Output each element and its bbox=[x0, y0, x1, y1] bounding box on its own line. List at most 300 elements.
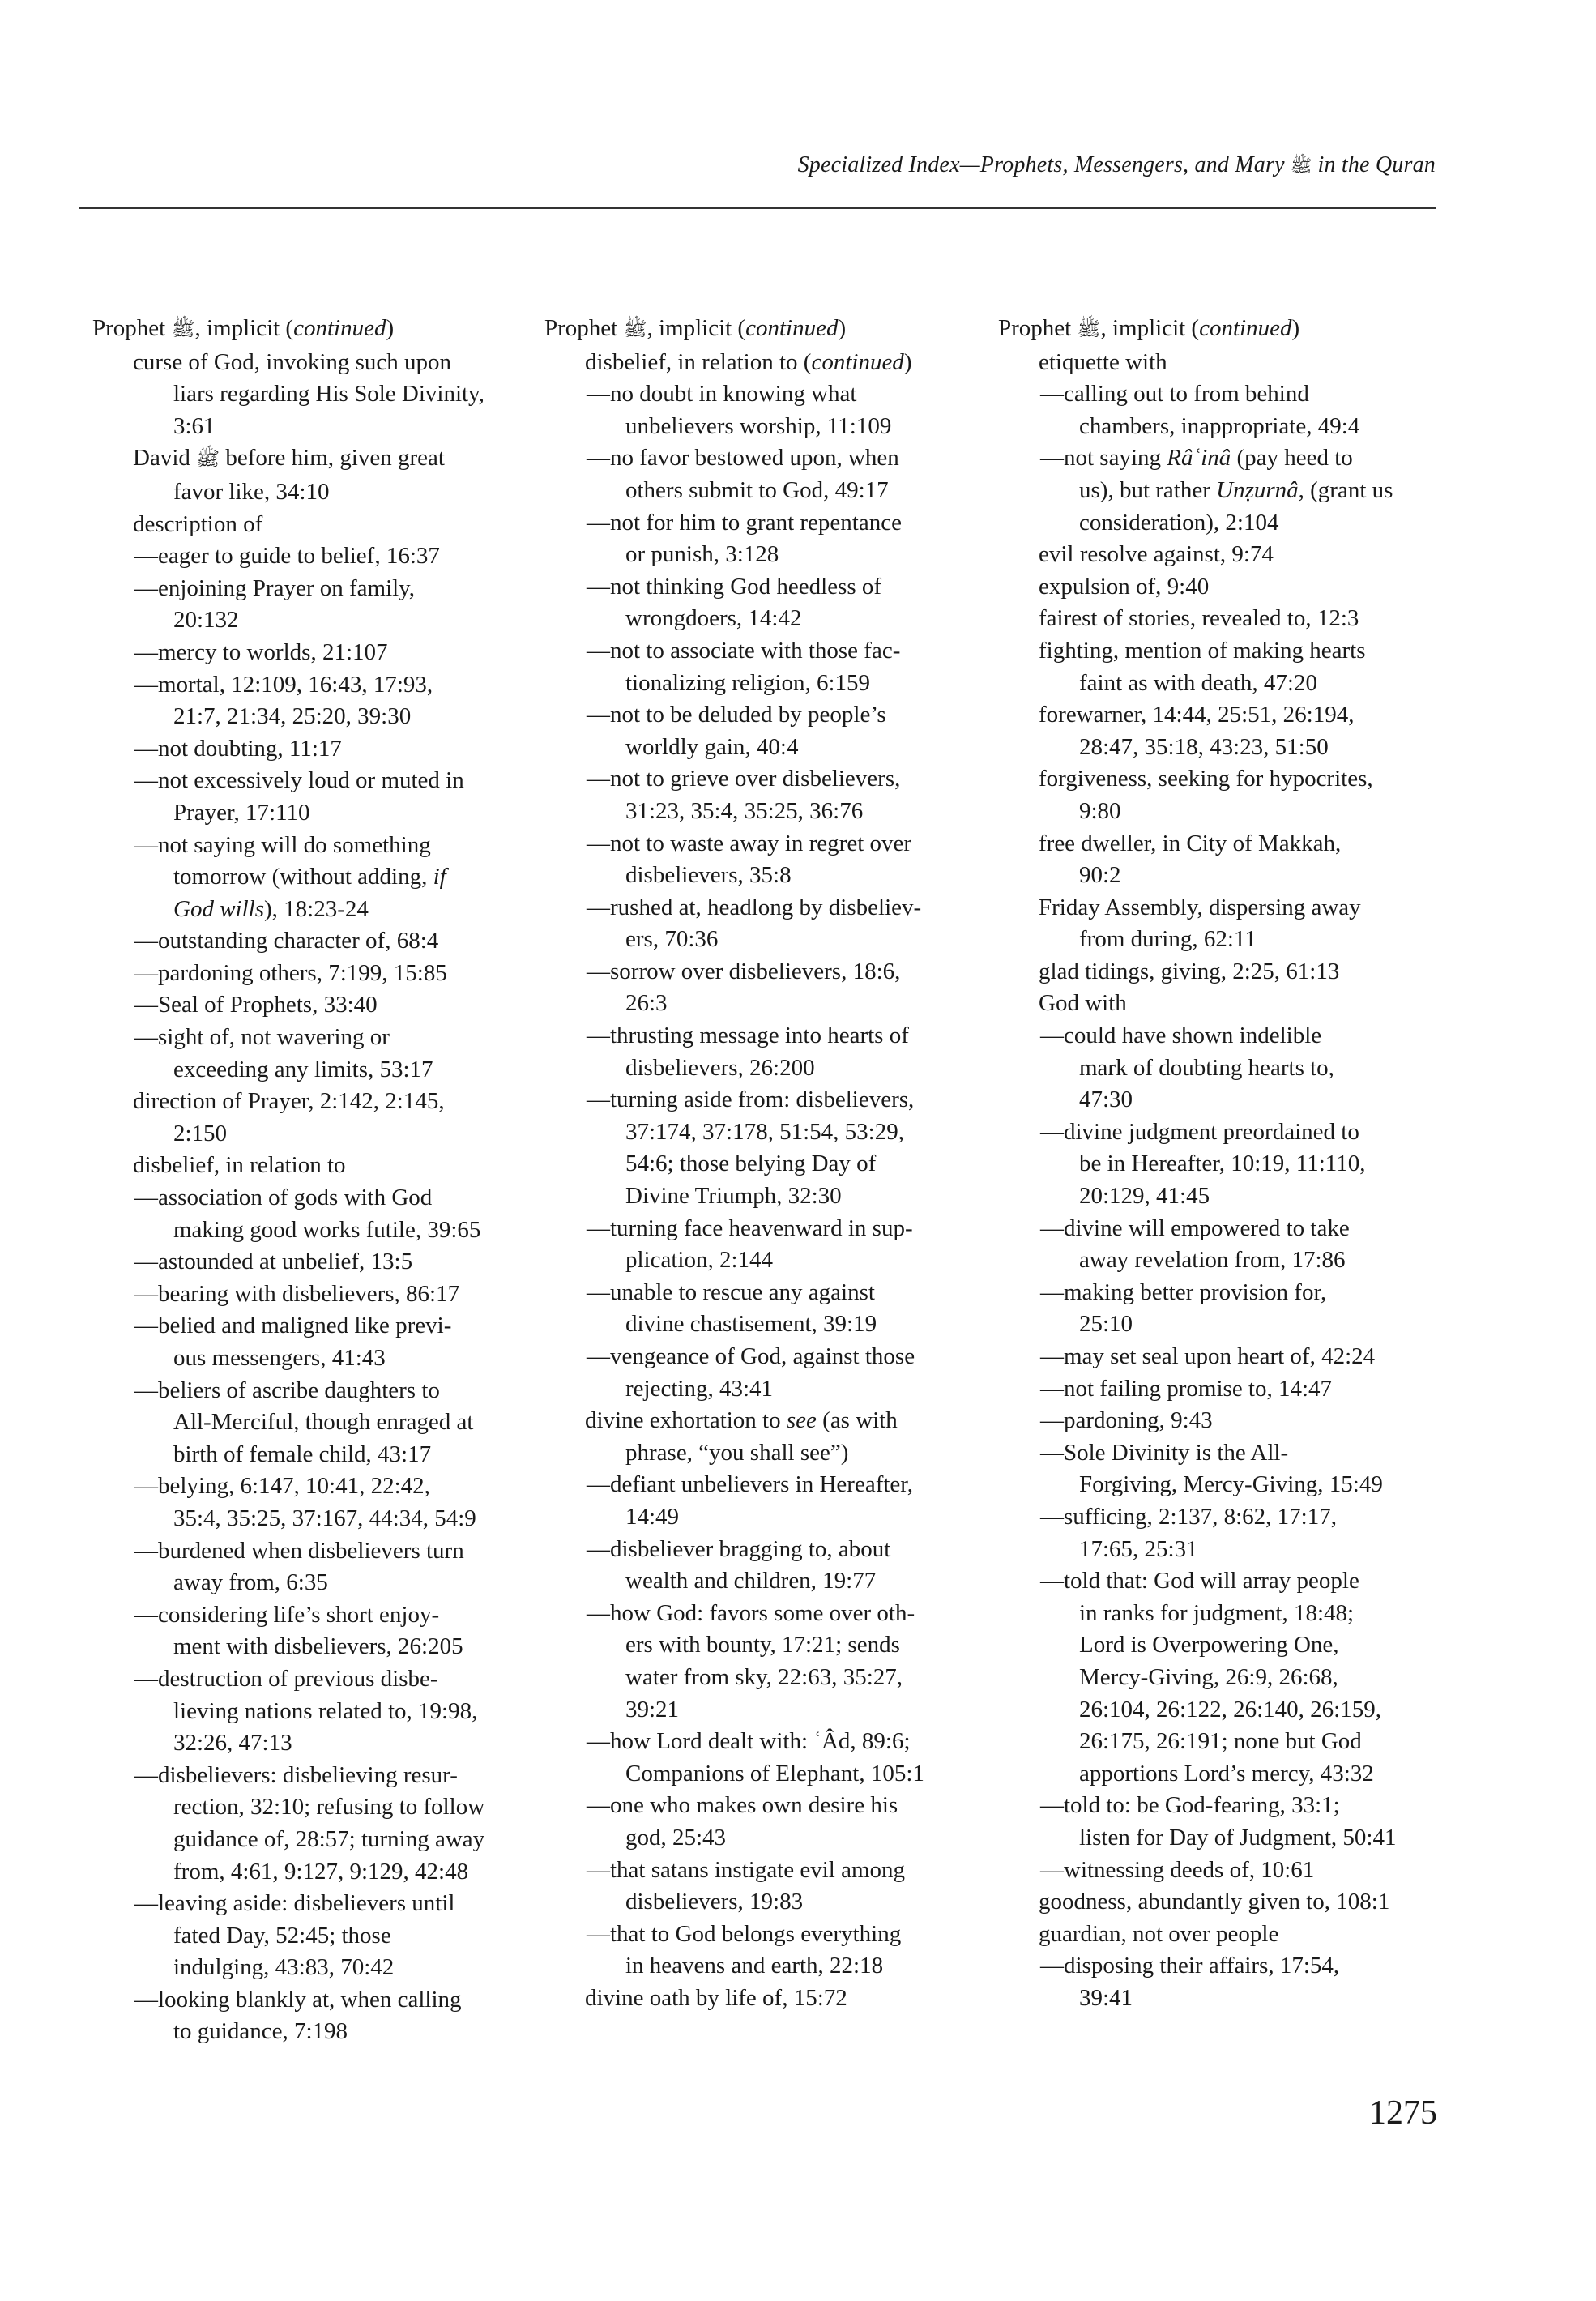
index-entry-line bbox=[92, 1343, 530, 1375]
index-entry-line bbox=[544, 571, 982, 604]
entry-text: —not doubting, 11:17 bbox=[134, 735, 342, 762]
index-entry-line bbox=[544, 796, 982, 828]
entry-text: —turning face heavenward in sup- bbox=[587, 1215, 913, 1241]
entry-text: disbelievers, 35:8 bbox=[625, 862, 792, 889]
entry-text: favor like, 34:10 bbox=[173, 478, 330, 505]
index-entry-line bbox=[998, 892, 1436, 924]
entry-text: —divine will empowered to take bbox=[1040, 1215, 1350, 1241]
entry-text: 14:49 bbox=[625, 1503, 680, 1530]
index-entry-line bbox=[544, 1084, 982, 1116]
entry-text: —eager to guide to belief, 16:37 bbox=[134, 543, 440, 570]
entry-text: disbelief, in relation to bbox=[133, 1152, 346, 1179]
index-entry-line bbox=[92, 476, 530, 509]
index-entry-line bbox=[92, 1118, 530, 1150]
entry-text: 32:26, 47:13 bbox=[173, 1730, 292, 1757]
index-entry-line bbox=[544, 892, 982, 924]
index-entry-line bbox=[92, 733, 530, 766]
index-entry-line bbox=[92, 1984, 530, 2017]
index-entry-line bbox=[544, 1148, 982, 1180]
entry-text: —rushed at, headlong by disbeliev- bbox=[587, 894, 922, 920]
entry-text: —told that: God will array people bbox=[1040, 1568, 1359, 1594]
index-entry-line bbox=[544, 1886, 982, 1919]
index-entry-line bbox=[998, 635, 1436, 668]
entry-text: ) bbox=[838, 315, 847, 341]
entry-text: god, 25:43 bbox=[625, 1824, 727, 1851]
honorific-glyph: ﷺ bbox=[171, 319, 195, 340]
index-entry-line bbox=[998, 1052, 1436, 1085]
index-entry-line bbox=[92, 1856, 530, 1889]
index-entry-line bbox=[544, 1919, 982, 1951]
entry-text: Divine Triumph, 32:30 bbox=[625, 1183, 842, 1210]
entry-text: liars regarding His Sole Divinity, bbox=[173, 381, 484, 408]
entry-text: mark of doubting hearts to, bbox=[1079, 1054, 1334, 1081]
entry-text: from, 4:61, 9:127, 9:129, 42:48 bbox=[173, 1858, 469, 1885]
entry-text: wealth and children, 19:77 bbox=[625, 1568, 877, 1594]
entry-text: curse of God, invoking such upon bbox=[133, 348, 452, 375]
index-entry-line bbox=[92, 797, 530, 830]
index-entry-line bbox=[998, 763, 1436, 796]
entry-text: guardian, not over people bbox=[1039, 1920, 1279, 1947]
entry-text: ous messengers, 41:43 bbox=[173, 1345, 386, 1371]
entry-text: Prayer, 17:110 bbox=[173, 799, 310, 826]
entry-text: —enjoining Prayer on family, bbox=[134, 574, 416, 601]
entry-text: —sight of, not wavering or bbox=[134, 1024, 390, 1051]
entry-text: —no favor bestowed upon, when bbox=[587, 445, 899, 472]
entry-text: Companions of Elephant, 105:1 bbox=[625, 1760, 924, 1787]
index-entry-line bbox=[92, 1407, 530, 1439]
entry-text: rejecting, 43:41 bbox=[625, 1375, 774, 1402]
entry-text: divine exhortation to bbox=[585, 1407, 787, 1434]
index-entry-line bbox=[544, 1213, 982, 1245]
index-entry-line bbox=[998, 1437, 1436, 1470]
index-entry-line bbox=[998, 1855, 1436, 1887]
index-entry-line bbox=[544, 1308, 982, 1341]
index-entry-line bbox=[998, 1822, 1436, 1855]
index-entry-line bbox=[92, 1086, 530, 1118]
index-entry-line bbox=[92, 1920, 530, 1953]
index-entry-line bbox=[92, 637, 530, 669]
index-entry-line bbox=[544, 1598, 982, 1630]
index-entry-line bbox=[544, 1469, 982, 1501]
entry-text: 21:7, 21:34, 25:20, 39:30 bbox=[173, 703, 412, 730]
index-entry-line bbox=[998, 475, 1436, 507]
index-entry-line bbox=[998, 796, 1436, 828]
honorific-glyph: ﷺ bbox=[623, 319, 647, 340]
entry-text: indulging, 43:83, 70:42 bbox=[173, 1954, 395, 1981]
index-entry-line bbox=[544, 1694, 982, 1727]
index-entry-line bbox=[92, 1535, 530, 1568]
entry-text: —not saying will do something bbox=[134, 831, 431, 858]
entry-text: fairest of stories, revealed to, 12:3 bbox=[1039, 605, 1359, 632]
index-entry-line bbox=[544, 1822, 982, 1855]
index-entry-line bbox=[998, 828, 1436, 860]
index-entry-line bbox=[92, 1599, 530, 1632]
entry-italic-text: God wills bbox=[173, 895, 264, 922]
entry-text: —how God: favors some over oth- bbox=[587, 1599, 915, 1626]
entry-text: —turning aside from: disbelievers, bbox=[587, 1086, 915, 1113]
entry-text: from during, 62:11 bbox=[1079, 926, 1257, 953]
index-entry-line bbox=[998, 1534, 1436, 1566]
index-entry-line bbox=[998, 1020, 1436, 1052]
entry-text: tionalizing religion, 6:159 bbox=[625, 669, 871, 696]
index-entry-line bbox=[92, 925, 530, 958]
entry-text: —mortal, 12:109, 16:43, 17:93, bbox=[134, 671, 433, 698]
index-entry-line bbox=[998, 539, 1436, 571]
index-entry-line bbox=[544, 956, 982, 988]
entry-text: —belying, 6:147, 10:41, 22:42, bbox=[134, 1473, 430, 1500]
index-entry-line bbox=[544, 1341, 982, 1373]
index-entry-line bbox=[544, 1662, 982, 1694]
entry-text: —sorrow over disbelievers, 18:6, bbox=[587, 958, 901, 984]
index-entry-line bbox=[92, 411, 530, 443]
entry-text: —beliers of ascribe daughters to bbox=[134, 1377, 440, 1403]
index-entry-line bbox=[544, 988, 982, 1020]
index-entry-line bbox=[92, 509, 530, 541]
index-column-3 bbox=[998, 313, 1436, 2014]
entry-text: —bearing with disbelievers, 86:17 bbox=[134, 1280, 460, 1307]
entry-text: 28:47, 35:18, 43:23, 51:50 bbox=[1079, 733, 1329, 760]
entry-text: apportions Lord’s mercy, 43:32 bbox=[1079, 1760, 1374, 1787]
entry-text: disbelief, in relation to ( bbox=[585, 348, 812, 375]
index-entry-line bbox=[544, 1790, 982, 1822]
entry-text: Lord is Overpowering One, bbox=[1079, 1632, 1339, 1659]
index-entry-line bbox=[544, 603, 982, 635]
entry-italic-text: continued bbox=[811, 348, 904, 375]
index-entry-line bbox=[998, 1277, 1436, 1309]
index-column-2 bbox=[544, 313, 982, 2014]
index-entry-line bbox=[92, 2016, 530, 2048]
entry-text: ers with bounty, 17:21; sends bbox=[625, 1632, 900, 1659]
index-entry-line bbox=[544, 411, 982, 443]
entry-text: disbelievers, 26:200 bbox=[625, 1054, 815, 1081]
index-entry-line bbox=[92, 1791, 530, 1824]
index-entry-line bbox=[544, 1565, 982, 1598]
index-entry-line bbox=[998, 1244, 1436, 1277]
honorific-glyph: ﷺ bbox=[1290, 156, 1312, 176]
index-entry-line bbox=[92, 604, 530, 637]
index-entry-line bbox=[998, 1116, 1436, 1149]
index-entry-line bbox=[92, 1054, 530, 1086]
entry-text: —not saying bbox=[1040, 445, 1167, 472]
index-entry-line bbox=[998, 347, 1436, 379]
index-entry-line bbox=[998, 1405, 1436, 1437]
entry-text: 17:65, 25:31 bbox=[1079, 1535, 1198, 1562]
index-entry-line bbox=[92, 989, 530, 1022]
entry-text: —Sole Divinity is the All- bbox=[1040, 1439, 1289, 1466]
index-entry-line bbox=[544, 924, 982, 956]
entry-text: ) bbox=[903, 348, 912, 375]
entry-text: —not excessively loud or muted in bbox=[134, 767, 464, 794]
entry-text: worldly gain, 40:4 bbox=[625, 733, 799, 760]
entry-text: consideration), 2:104 bbox=[1079, 509, 1279, 536]
entry-text: —destruction of previous disbe- bbox=[134, 1665, 438, 1692]
entry-text: 25:10 bbox=[1079, 1311, 1133, 1338]
index-entry-line bbox=[998, 1341, 1436, 1373]
entry-text: , (grant us bbox=[1298, 476, 1393, 503]
index-entry-line bbox=[92, 1727, 530, 1760]
entry-text: —thrusting message into hearts of bbox=[587, 1022, 909, 1049]
entry-text: —that satans instigate evil among bbox=[587, 1856, 906, 1883]
entry-text: —not failing promise to, 14:47 bbox=[1040, 1375, 1333, 1402]
index-entry-line bbox=[998, 507, 1436, 540]
entry-text: —outstanding character of, 68:4 bbox=[134, 928, 439, 954]
index-entry-line bbox=[998, 442, 1436, 475]
entry-text: David bbox=[133, 445, 197, 472]
entry-text: —how Lord dealt with: ʿÂd, 89:6; bbox=[587, 1728, 911, 1755]
entry-text: exceeding any limits, 53:17 bbox=[173, 1056, 433, 1082]
entry-text: Prophet bbox=[998, 315, 1078, 341]
index-entry-line bbox=[544, 1501, 982, 1534]
entry-text: forgiveness, seeking for hypocrites, bbox=[1039, 766, 1373, 792]
index-entry-line bbox=[92, 1760, 530, 1792]
entry-text: listen for Day of Judgment, 50:41 bbox=[1079, 1824, 1397, 1851]
index-entry-line bbox=[92, 1246, 530, 1279]
index-entry-line bbox=[998, 1790, 1436, 1822]
index-entry-line bbox=[544, 475, 982, 507]
entry-text: 39:41 bbox=[1079, 1984, 1133, 2011]
index-entry-line bbox=[544, 1244, 982, 1277]
entry-text: to guidance, 7:198 bbox=[173, 2018, 348, 2045]
entry-text: —not thinking God heedless of bbox=[587, 573, 882, 600]
entry-text: 37:174, 37:178, 51:54, 53:29, bbox=[625, 1118, 904, 1145]
index-entry-line bbox=[92, 1503, 530, 1535]
index-entry-line bbox=[92, 1824, 530, 1856]
entry-text: —could have shown indelible bbox=[1040, 1022, 1322, 1049]
index-entry-line bbox=[998, 1598, 1436, 1630]
entry-text: 26:104, 26:122, 26:140, 26:159, bbox=[1079, 1696, 1381, 1723]
entry-text: 9:80 bbox=[1079, 797, 1121, 824]
index-entry-line bbox=[92, 1182, 530, 1215]
index-entry-line bbox=[544, 539, 982, 571]
running-head-text: Specialized Index—Prophets, Messengers, and Mary bbox=[797, 152, 1285, 177]
entry-text: —sufficing, 2:137, 8:62, 17:17, bbox=[1040, 1503, 1337, 1530]
entry-text: —not to be deluded by people’s bbox=[587, 702, 886, 728]
entry-text: —mercy to worlds, 21:107 bbox=[134, 638, 388, 665]
entry-text: , implicit ( bbox=[1100, 315, 1200, 341]
index-entry-line bbox=[92, 1310, 530, 1343]
entry-text: —making better provision for, bbox=[1040, 1279, 1327, 1305]
entry-text: tomorrow (without adding, bbox=[173, 864, 433, 890]
index-entry-line bbox=[544, 1437, 982, 1470]
entry-text: 39:21 bbox=[625, 1696, 680, 1723]
index-entry-line bbox=[544, 732, 982, 764]
entry-text: divine oath by life of, 15:72 bbox=[585, 1984, 847, 2011]
index-entry-line bbox=[998, 1469, 1436, 1501]
entry-text: wrongdoers, 14:42 bbox=[625, 605, 802, 632]
entry-text: free dweller, in City of Makkah, bbox=[1039, 830, 1342, 856]
entry-text: birth of female child, 43:17 bbox=[173, 1441, 432, 1467]
entry-text: —pardoning, 9:43 bbox=[1040, 1407, 1213, 1434]
entry-text: ment with disbelievers, 26:205 bbox=[173, 1633, 463, 1660]
index-entry-line bbox=[998, 1180, 1436, 1213]
entry-text: description of bbox=[133, 510, 263, 537]
header-rule bbox=[79, 207, 1436, 209]
entry-text: —defiant unbelievers in Hereafter, bbox=[587, 1471, 914, 1498]
entry-text: fated Day, 52:45; those bbox=[173, 1922, 391, 1949]
entry-text: —one who makes own desire his bbox=[587, 1792, 898, 1819]
index-entry-line bbox=[544, 1277, 982, 1309]
entry-text: faint as with death, 47:20 bbox=[1079, 669, 1317, 696]
index-entry-line bbox=[544, 1373, 982, 1406]
entry-text: (pay heed to bbox=[1231, 445, 1353, 472]
honorific-glyph: ﷺ bbox=[196, 449, 220, 471]
entry-text: —may set seal upon heart of, 42:24 bbox=[1040, 1343, 1376, 1369]
index-entry-line bbox=[544, 1405, 982, 1437]
entry-italic-text: see bbox=[786, 1407, 817, 1434]
index-entry-line bbox=[544, 507, 982, 540]
index-entry-line bbox=[92, 1471, 530, 1503]
index-entry-line bbox=[998, 1919, 1436, 1951]
entry-text: 47:30 bbox=[1079, 1086, 1133, 1113]
entry-text: —that to God belongs everything bbox=[587, 1920, 902, 1947]
entry-text: —told to: be God-fearing, 33:1; bbox=[1040, 1792, 1340, 1819]
index-entry-line bbox=[544, 1180, 982, 1213]
index-entry-line bbox=[544, 860, 982, 892]
entry-text: —not to waste away in regret over bbox=[587, 830, 912, 856]
entry-text: —astounded at unbelief, 13:5 bbox=[134, 1249, 413, 1275]
index-entry-line bbox=[998, 1501, 1436, 1534]
entry-text: glad tidings, giving, 2:25, 61:13 bbox=[1039, 958, 1340, 984]
index-entry-line bbox=[544, 763, 982, 796]
index-entry-line bbox=[92, 1215, 530, 1247]
index-entry-line bbox=[998, 732, 1436, 764]
index-entry-line bbox=[544, 378, 982, 411]
entry-text: making good works futile, 39:65 bbox=[173, 1216, 481, 1243]
index-entry-line bbox=[998, 378, 1436, 411]
entry-text: 2:150 bbox=[173, 1120, 228, 1146]
index-entry-line bbox=[544, 1052, 982, 1085]
index-heading bbox=[92, 313, 530, 347]
index-entry-line bbox=[92, 1663, 530, 1696]
entry-text: —not to grieve over disbelievers, bbox=[587, 766, 901, 792]
index-entry-line bbox=[544, 668, 982, 700]
entry-text: fighting, mention of making hearts bbox=[1039, 637, 1366, 664]
entry-text: —burdened when disbelievers turn bbox=[134, 1537, 464, 1564]
entry-text: —unable to rescue any against bbox=[587, 1279, 875, 1305]
entry-italic-text: continued bbox=[745, 315, 839, 341]
entry-text: goodness, abundantly given to, 108:1 bbox=[1039, 1889, 1390, 1915]
index-entry-line bbox=[998, 1726, 1436, 1758]
index-entry-line bbox=[92, 958, 530, 990]
entry-text: —considering life’s short enjoy- bbox=[134, 1601, 440, 1628]
index-entry-line bbox=[998, 1694, 1436, 1727]
index-entry-line bbox=[998, 1148, 1436, 1180]
entry-text: —association of gods with God bbox=[134, 1185, 433, 1211]
entry-text: —not for him to grant repentance bbox=[587, 509, 902, 536]
index-entry-line bbox=[544, 1020, 982, 1052]
index-entry-line bbox=[92, 701, 530, 733]
index-entry-line bbox=[92, 1696, 530, 1728]
index-entry-line bbox=[92, 1150, 530, 1182]
entry-italic-text: continued bbox=[293, 315, 386, 341]
index-entry-line bbox=[998, 1758, 1436, 1791]
index-entry-line bbox=[544, 1855, 982, 1887]
index-entry-line bbox=[998, 571, 1436, 604]
entry-text: —pardoning others, 7:199, 15:85 bbox=[134, 959, 447, 986]
index-entry-line bbox=[92, 540, 530, 573]
entry-text: —looking blankly at, when calling bbox=[134, 1986, 462, 2013]
index-heading bbox=[544, 313, 982, 347]
index-entry-line bbox=[92, 1888, 530, 1920]
entry-text: rection, 32:10; refusing to follow bbox=[173, 1794, 485, 1821]
index-entry-line bbox=[998, 1662, 1436, 1694]
entry-text: God with bbox=[1039, 990, 1127, 1017]
entry-text: before him, given great bbox=[220, 445, 445, 472]
entry-text: 20:132 bbox=[173, 607, 239, 634]
running-head-suffix: in the Quran bbox=[1312, 152, 1436, 177]
index-entry-line bbox=[998, 956, 1436, 988]
entry-text: away revelation from, 17:86 bbox=[1079, 1247, 1346, 1274]
index-entry-line bbox=[998, 924, 1436, 956]
entry-text: —leaving aside: disbelievers until bbox=[134, 1890, 455, 1917]
entry-text: in heavens and earth, 22:18 bbox=[625, 1953, 884, 1979]
index-entry-line bbox=[92, 894, 530, 926]
entry-text: ers, 70:36 bbox=[625, 926, 719, 953]
index-entry-line bbox=[998, 1983, 1436, 2015]
entry-text: —disbeliever bragging to, about bbox=[587, 1535, 891, 1562]
entry-text: ) bbox=[386, 315, 395, 341]
index-entry-line bbox=[544, 1983, 982, 2015]
index-entry-line bbox=[544, 1629, 982, 1662]
index-heading bbox=[998, 313, 1436, 347]
index-entry-line bbox=[544, 1116, 982, 1149]
entry-text: away from, 6:35 bbox=[173, 1569, 328, 1596]
page-number: 1275 bbox=[1369, 2094, 1437, 2132]
index-entry-line bbox=[998, 988, 1436, 1020]
entry-text: (as with bbox=[816, 1407, 898, 1434]
entry-text: phrase, “you shall see”) bbox=[625, 1439, 849, 1466]
index-entry-line bbox=[92, 1439, 530, 1471]
entry-text: 31:23, 35:4, 35:25, 36:76 bbox=[625, 797, 864, 824]
index-entry-line bbox=[92, 1022, 530, 1054]
entry-italic-text: Unẓurnâ bbox=[1216, 476, 1299, 503]
entry-text: forewarner, 14:44, 25:51, 26:194, bbox=[1039, 702, 1355, 728]
entry-text: Prophet bbox=[92, 315, 172, 341]
entry-text: 35:4, 35:25, 37:167, 44:34, 54:9 bbox=[173, 1505, 476, 1531]
index-entry-line bbox=[998, 699, 1436, 732]
entry-text: —not to associate with those fac- bbox=[587, 637, 901, 664]
index-entry-line bbox=[92, 347, 530, 379]
index-entry-line bbox=[92, 669, 530, 702]
entry-text: —no doubt in knowing what bbox=[587, 381, 857, 408]
index-entry-line bbox=[998, 1373, 1436, 1406]
entry-text: chambers, inappropriate, 49:4 bbox=[1079, 412, 1360, 439]
entry-text: —calling out to from behind bbox=[1040, 381, 1309, 408]
entry-text: be in Hereafter, 10:19, 11:110, bbox=[1079, 1150, 1366, 1177]
index-entry-line bbox=[92, 765, 530, 797]
entry-text: ) bbox=[1291, 315, 1300, 341]
entry-text: 3:61 bbox=[173, 412, 216, 439]
index-entry-line bbox=[92, 1279, 530, 1311]
index-entry-line bbox=[998, 1565, 1436, 1598]
entry-text: lieving nations related to, 19:98, bbox=[173, 1697, 478, 1724]
entry-text: —divine judgment preordained to bbox=[1040, 1118, 1359, 1145]
entry-text: 20:129, 41:45 bbox=[1079, 1183, 1210, 1210]
entry-text: —vengeance of God, against those bbox=[587, 1343, 915, 1369]
index-entry-line bbox=[998, 860, 1436, 892]
index-entry-line bbox=[544, 347, 982, 379]
entry-text: 90:2 bbox=[1079, 862, 1121, 889]
index-entry-line bbox=[92, 1952, 530, 1984]
entry-text: —Seal of Prophets, 33:40 bbox=[134, 992, 378, 1018]
index-entry-line bbox=[544, 1726, 982, 1758]
entry-text: in ranks for judgment, 18:48; bbox=[1079, 1599, 1355, 1626]
index-entry-line bbox=[92, 573, 530, 605]
index-entry-line bbox=[544, 828, 982, 860]
index-entry-line bbox=[998, 1084, 1436, 1116]
index-entry-line bbox=[998, 668, 1436, 700]
entry-text: us), but rather bbox=[1079, 476, 1217, 503]
